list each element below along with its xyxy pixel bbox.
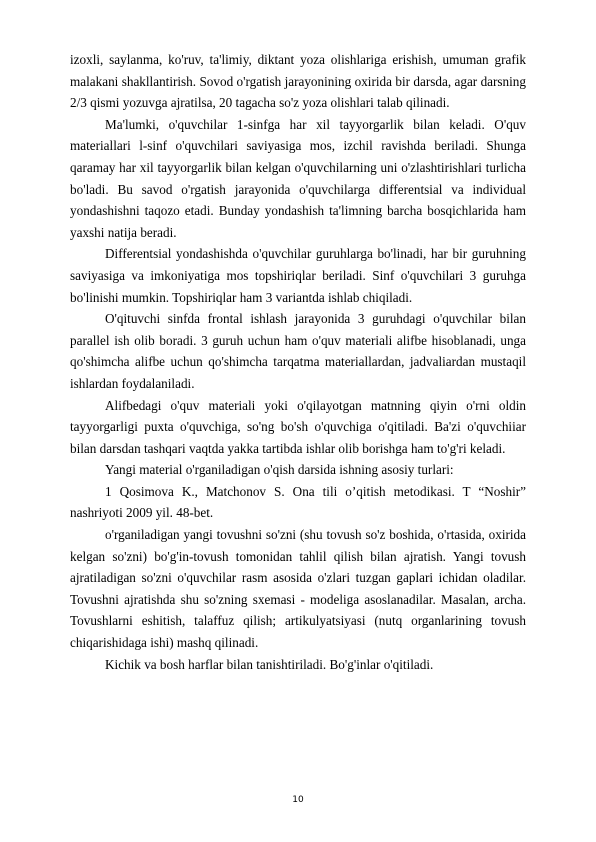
footnote-reference: 1 Qosimova K., Matchonov S. Ona tili o’qitish metodikasi. T “Noshir” nashriyoti 2009 yil. 48-bet. — [70, 483, 526, 521]
paragraph: Yangi material o'rganiladigan o'qish darsida ishning asosiy turlari: — [105, 462, 454, 478]
paragraph: izoxli, saylanma, ko'ruv, ta'limiy, diktant yoza olishlariga erishish, umuman grafik malakani shakllantirish. Sovod o'rgatish jarayonining oxirida bir darsda, agar darsning 2/3 qismi yozuvga ajratilsa, 20 tagacha so'z yoza olishlari talab qilinadi. — [70, 52, 526, 111]
page-number: 10 — [292, 795, 304, 805]
paragraph: Differentsial yondashishda o'quvchilar guruhlarga bo'linadi, har bir guruhning saviyasiga va imkoniyatiga mos topshiriqlar beriladi. Sinf o'quvchilari 3 guruhga bo'linishi mumkin. Topshiriqlar ham 3 variantda ishlab chiqiladi. — [70, 246, 526, 305]
paragraph: o'rganiladigan yangi tovushni so'zni (shu tovush so'z boshida, o'rtasida, oxirida kelgan so'zni) bo'g'in-tovush tomonidan tahlil qilish bilan ajratish. Yangi tovush ajratiladigan so'zni o'quvchilar rasm asosida o'zlari tuzgan gaplari ichidan oladilar. Tovushni ajratishda shu so'zning sxemasi - modeliga asoslanadilar. Masalan, archa. Tovushlarni eshitish, talaffuz qilish; artikulyatsiyasi (nutq organlarining tovush chiqarishidaga ishi) mashq qilinadi. — [70, 527, 526, 651]
paragraph: Kichik va bosh harflar bilan tanishtiriladi. Bo'g'inlar o'qitiladi. — [105, 656, 434, 672]
paragraph: Ma'lumki, o'quvchilar 1-sinfga har xil tayyorgarlik bilan keladi. O'quv materiallari l-sinf o'quvchilari saviyasiga mos, izchil ravishda beriladi. Shunga qaramay har xil tayyorgarlik bilan kelgan o'quvchilarning uni o'zlashtirishlari turlicha bo'ladi. Bu savod o'rgatish jarayonida o'quvchilarga differentsial va individual yondashishni taqozo etadi. Bunday yondashish ta'limning barcha bosqichlarida ham yaxshi natija beradi. — [70, 116, 526, 240]
document-body — [70, 49, 526, 675]
paragraph: Alifbedagi o'quv materiali yoki o'qilayotgan matnning qiyin o'rni oldin tayyorgarligi puxta o'quvchiga, so'ng bo'sh o'quvchiga o'qitiladi. Ba'zi o'quvchiiar bilan darsdan tashqari vaqtda yakka tartibda ishlar olib borishga ham to'g'ri keladi. — [70, 397, 526, 456]
paragraph: O'qituvchi sinfda frontal ishlash jarayonida 3 guruhdagi o'quvchilar bilan parallel ish olib boradi. 3 guruh uchun ham o'quv materiali alifbe hisoblanadi, unga qo'shimcha alifbe uchun qo'shimcha tarqatma materiallardan, jadvaliardan mustaqil ishlardan foydalaniladi. — [70, 311, 526, 391]
